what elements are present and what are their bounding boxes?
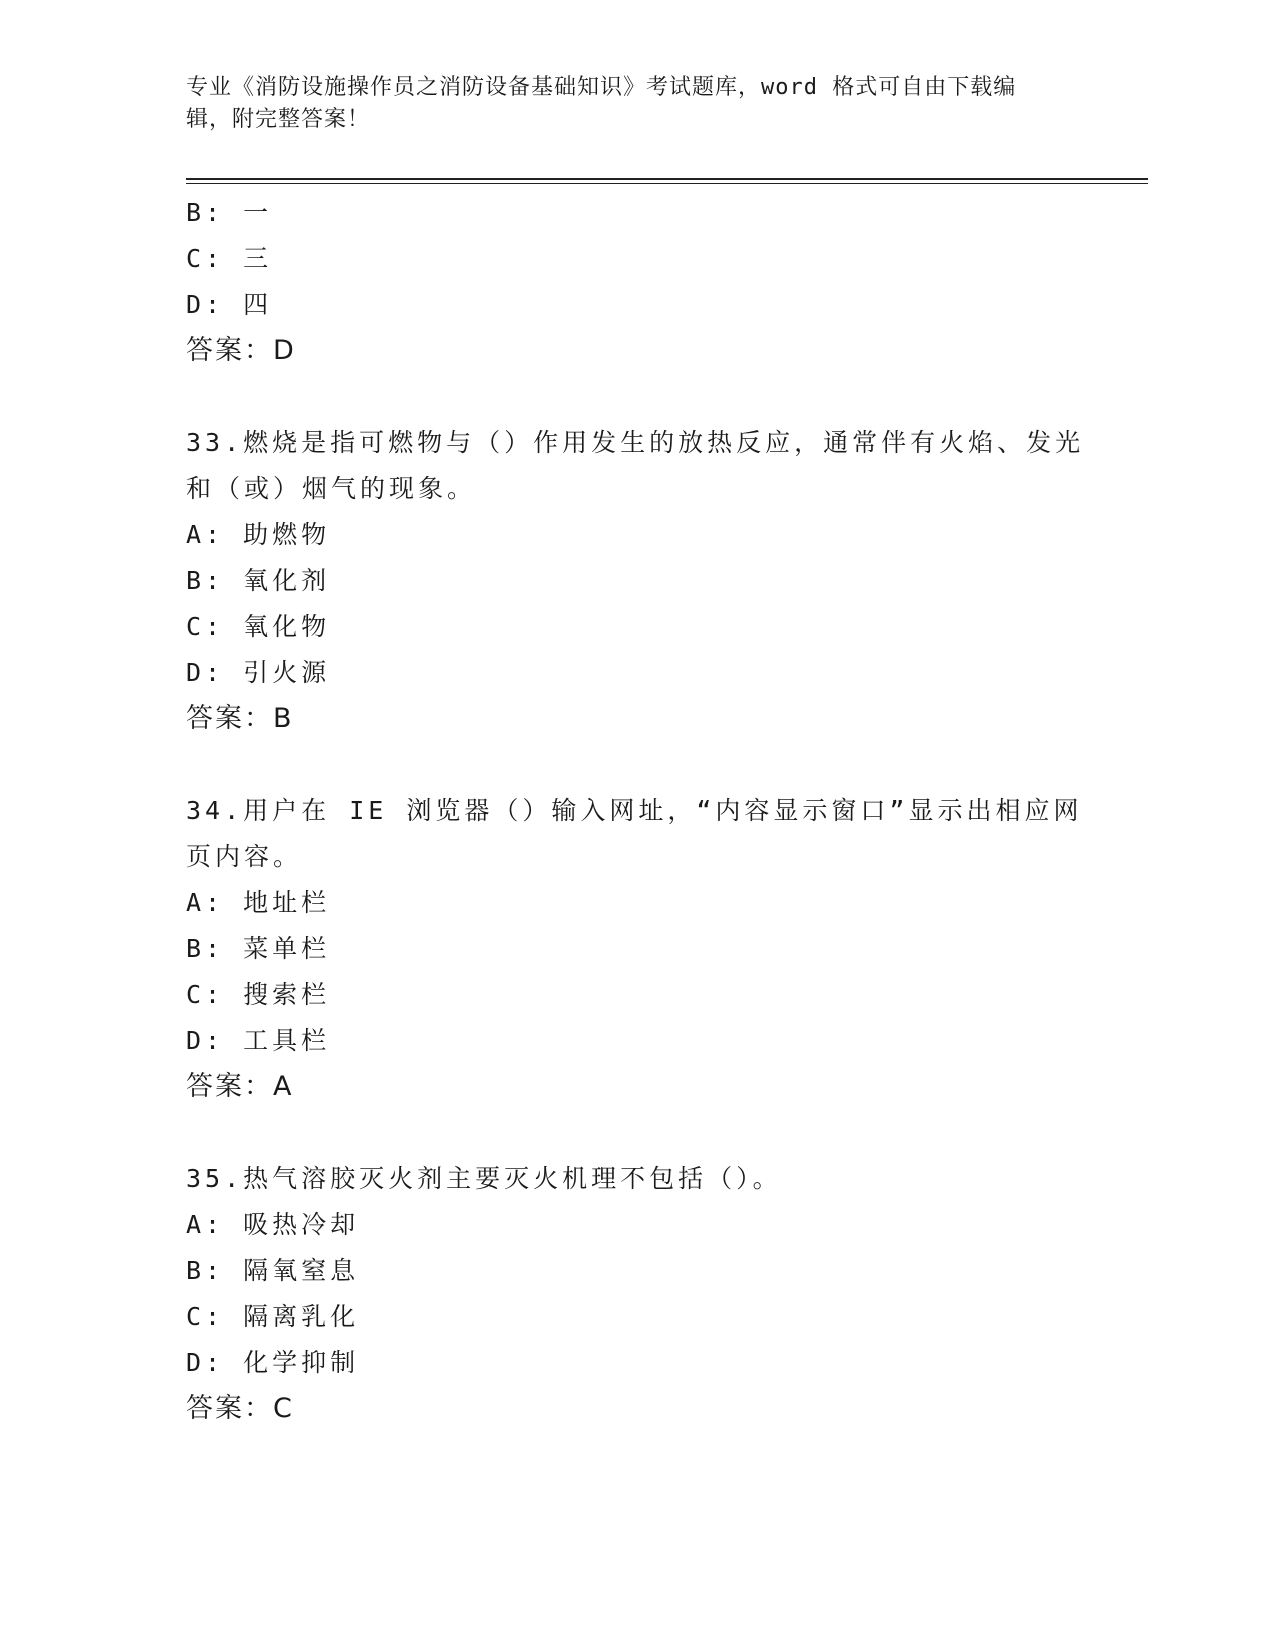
spacer	[186, 1110, 1086, 1156]
option-a: A: 地址栏	[186, 888, 331, 917]
question-text: 34.用户在 IE 浏览器（）输入网址，“内容显示窗口”显示出相应网	[186, 796, 1083, 825]
header-line-2: 辑，附完整答案！	[186, 107, 371, 132]
question-text: 33.燃烧是指可燃物与（）作用发生的放热反应，通常伴有火焰、发光	[186, 428, 1085, 457]
header-divider-thin	[186, 183, 1148, 184]
document-header	[186, 72, 1086, 136]
option-c: C: 氧化物	[186, 612, 331, 641]
answer-line: 答案：C	[186, 1393, 294, 1424]
question-32-continued	[186, 190, 1086, 374]
option-b: B: 氧化剂	[186, 566, 331, 595]
option-b: B: 隔氧窒息	[186, 1256, 360, 1285]
question-text-cont: 和（或）烟气的现象。	[186, 474, 477, 503]
spacer	[186, 374, 1086, 420]
answer-line: 答案：A	[186, 1071, 294, 1102]
question-list	[186, 190, 1086, 1432]
question-text-cont: 页内容。	[186, 842, 303, 871]
header-line-1: 专业《消防设施操作员之消防设备基础知识》考试题库，word 格式可自由下载编	[186, 75, 1017, 100]
answer-line: 答案：D	[186, 335, 296, 366]
question-34	[186, 788, 1086, 1110]
option-c: C: 搜索栏	[186, 980, 331, 1009]
option-c: C: 三	[186, 244, 273, 273]
option-b: B: 菜单栏	[186, 934, 331, 963]
option-d: D: 四	[186, 290, 273, 319]
option-d: D: 工具栏	[186, 1026, 331, 1055]
spacer	[186, 742, 1086, 788]
answer-line: 答案：B	[186, 703, 294, 734]
option-d: D: 化学抑制	[186, 1348, 360, 1377]
question-35	[186, 1156, 1086, 1432]
option-a: A: 助燃物	[186, 520, 331, 549]
option-c: C: 隔离乳化	[186, 1302, 360, 1331]
option-a: A: 吸热冷却	[186, 1210, 360, 1239]
option-d: D: 引火源	[186, 658, 331, 687]
question-33	[186, 420, 1086, 742]
header-divider-thick	[186, 178, 1148, 180]
option-b: B: 一	[186, 198, 273, 227]
question-text: 35.热气溶胶灭火剂主要灭火机理不包括（）。	[186, 1164, 782, 1193]
